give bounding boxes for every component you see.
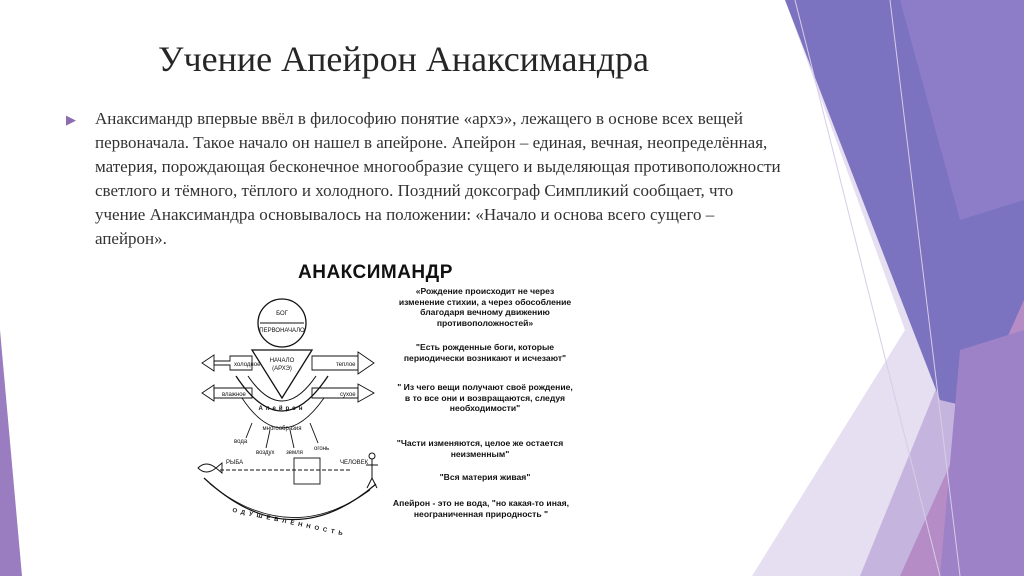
animation-arc xyxy=(204,478,376,520)
arche-label-line1: НАЧАЛО xyxy=(269,358,295,364)
animation-label: ОДУШЕВЛЕННОСТЬ xyxy=(231,507,348,538)
quote-parts: "Части изменяются, целое же остается неизменным" xyxy=(396,438,564,459)
fish-label: РЫБА xyxy=(226,460,244,466)
quote-apeiron-nature: Апейрон - это не вода, "но какая-то иная, неограниченная природность " xyxy=(392,498,570,519)
slide-title: Учение Апейрон Анаксимандра xyxy=(158,39,650,79)
fire-line xyxy=(310,423,318,443)
quote-matter: "Вся материя живая" xyxy=(439,472,531,482)
wet-label: влажное xyxy=(222,392,246,398)
arche-label-line2: (АРХЭ) xyxy=(272,366,292,372)
cold-arrow-head xyxy=(202,355,214,371)
left-purple-strip xyxy=(0,330,22,576)
quote-gods: "Есть рожденные боги, которые периодически возникают и исчезают" xyxy=(403,342,567,363)
earth-label: земля xyxy=(286,450,303,456)
water-line xyxy=(246,423,252,438)
air-line xyxy=(266,430,270,448)
warm-label: теплое xyxy=(336,362,356,368)
diversity-label: многообразия xyxy=(262,426,302,432)
water-label: вода xyxy=(234,439,248,445)
diversity-arc xyxy=(242,398,324,428)
first-principle-label: ПЕРВОНАЧАЛО xyxy=(259,328,305,334)
quote-necessity: " Из чего вещи получают своё рождение, в то все они и возвращаются, следуя необходимости" xyxy=(397,382,573,413)
god-label: БОГ xyxy=(276,311,288,317)
air-label: воздух xyxy=(256,450,275,456)
slide-paragraph: Анаксимандр впервые ввёл в философию понятие «архэ», лежащего в основе всех вещей первоначала. Такое начало он нашел в апейроне. Апейрон – единая, вечная, неопределённая, материя, порождающая бесконечное многообразие сущего и выделяющая противоположности светлого и тёмного, тёплого и холодного. Поздний доксограф Симпликий сообщает, что учение Анаксимандра основывалось на положении: «Начало и основа всего сущего – апейрон». xyxy=(95,109,781,248)
quote-birth: «Рождение происходит не через изменение стихии, а через обособление благодаря вечному движению противоположностей» xyxy=(398,286,572,328)
wet-arrow-head xyxy=(202,385,214,401)
fish-icon xyxy=(198,463,222,473)
figure-title: АНАКСИМАНДР xyxy=(298,262,453,283)
bullet-arrow-icon: ▶ xyxy=(66,112,76,127)
earth-line xyxy=(290,430,294,448)
human-icon xyxy=(366,453,378,488)
human-label: ЧЕЛОВЕК xyxy=(340,460,369,466)
anaximander-figure xyxy=(190,258,576,538)
cold-label: холодное xyxy=(234,362,261,368)
warm-arrow-head xyxy=(358,352,374,374)
dry-label: сухое xyxy=(340,392,356,398)
apeiron-label: Апейрон xyxy=(258,406,306,412)
dry-arrow-head xyxy=(358,384,374,402)
earth-cylinder xyxy=(294,458,320,484)
fire-label: огонь xyxy=(314,446,330,452)
